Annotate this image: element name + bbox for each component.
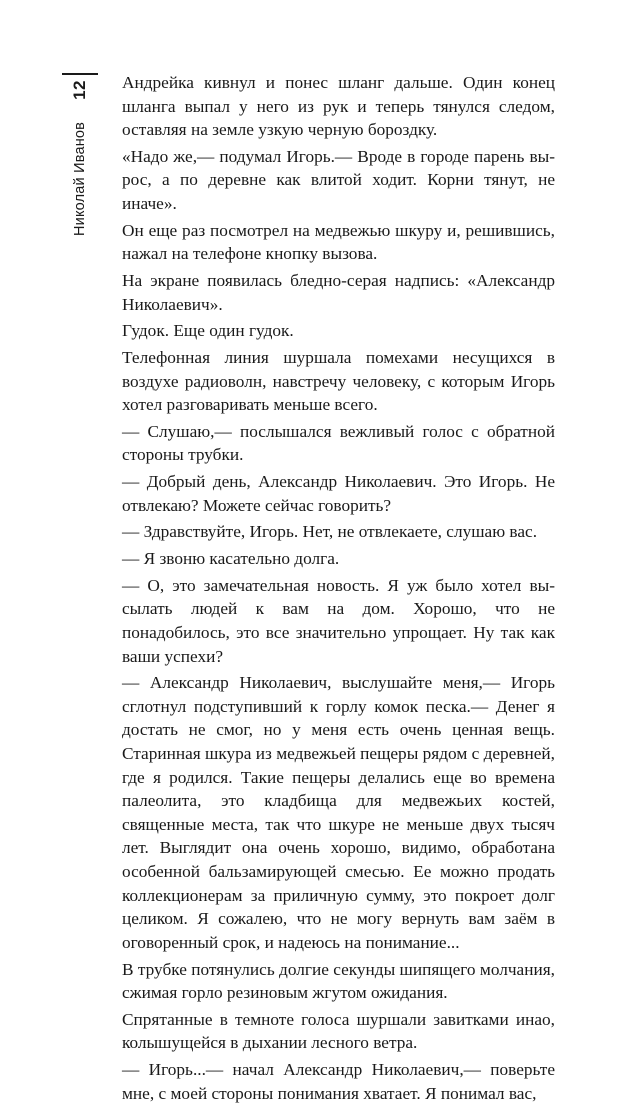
header-rule (62, 73, 98, 75)
paragraph: Телефонная линия шуршала помехами несущихся в воздухе радиоволн, навстречу человеку, с которым Игорь хотел разговаривать меньше всего. (122, 348, 555, 415)
paragraph: — О, это замечательная новость. Я уж было хотел высылать людей к вам на дом. Хорошо, что не понадобилось, это все значительно упрощает. Ну так как ваши успехи? (122, 575, 555, 666)
paragraph: Спрятанные в темноте голоса шуршали завитками инао, колышущейся в дыхании лесного ветра. (122, 1009, 555, 1053)
paragraph: «Надо же,— подумал Игорь.— Вроде в городе парень вырос, а по деревне как влитой ходит. Корни тянут, не иначе». (122, 146, 555, 214)
paragraph: Он еще раз посмотрел на медвежью шкуру и, решившись, нажал на телефоне кнопку вызова. (122, 220, 555, 264)
paragraph: Гудок. Еще один гудок. (122, 321, 294, 341)
paragraph: — Игорь...— начал Александр Николаевич,— поверьте мне, с моей стороны понимания хватает. Я понимал вас, (122, 1060, 555, 1103)
paragraph: — Александр Николаевич, выслушайте меня,— Игорь сглотнул подступивший к горлу комок песка.— Денег я достать не смог, но у меня есть очень ценная вещь. Старинная шкура из медвежьей пещеры рядом с деревней, где я родился. Такие пещеры делались еще во времена палеолита, это кладбища для медвежьих костей, священные места, так что шкуре не меньше двух тысяч лет. Выглядит она очень хорошо, видимо, обработана особенной бальзамирующей смесью. Ее можно продать коллекционерам за приличную сумму, это покроет долг целиком. Я сожалею, что не могу вернуть вам заём в оговоренный срок, и надеюсь на понимание... (122, 673, 555, 952)
paragraph: — Здравствуйте, Игорь. Нет, не отвлекаете, слушаю вас. (122, 522, 538, 542)
paragraph: Андрейка кивнул и понес шланг дальше. Один конец шланга выпал у него из рук и теперь тянулся следом, оставляя на земле узкую черную бороздку. (122, 73, 555, 140)
page-number: 12 (70, 80, 89, 100)
paragraph: В трубке потянулись долгие секунды шипящего молчания, сжимая горло резиновым жгутом ожидания. (122, 959, 555, 1003)
paragraph: — Я звоню касательно долга. (122, 549, 340, 569)
body-text (122, 71, 555, 1108)
running-header (62, 80, 98, 400)
paragraph: — Слушаю,— послышался вежливый голос с обратной стороны трубки. (122, 421, 555, 465)
running-header-author: Николай Иванов (72, 121, 88, 236)
paragraph: — Добрый день, Александр Николаевич. Это Игорь. Не отвлекаю? Можете сейчас говорить? (122, 472, 555, 515)
paragraph: На экране появилась бледно-серая надпись: «Александр Николаевич». (122, 271, 555, 314)
